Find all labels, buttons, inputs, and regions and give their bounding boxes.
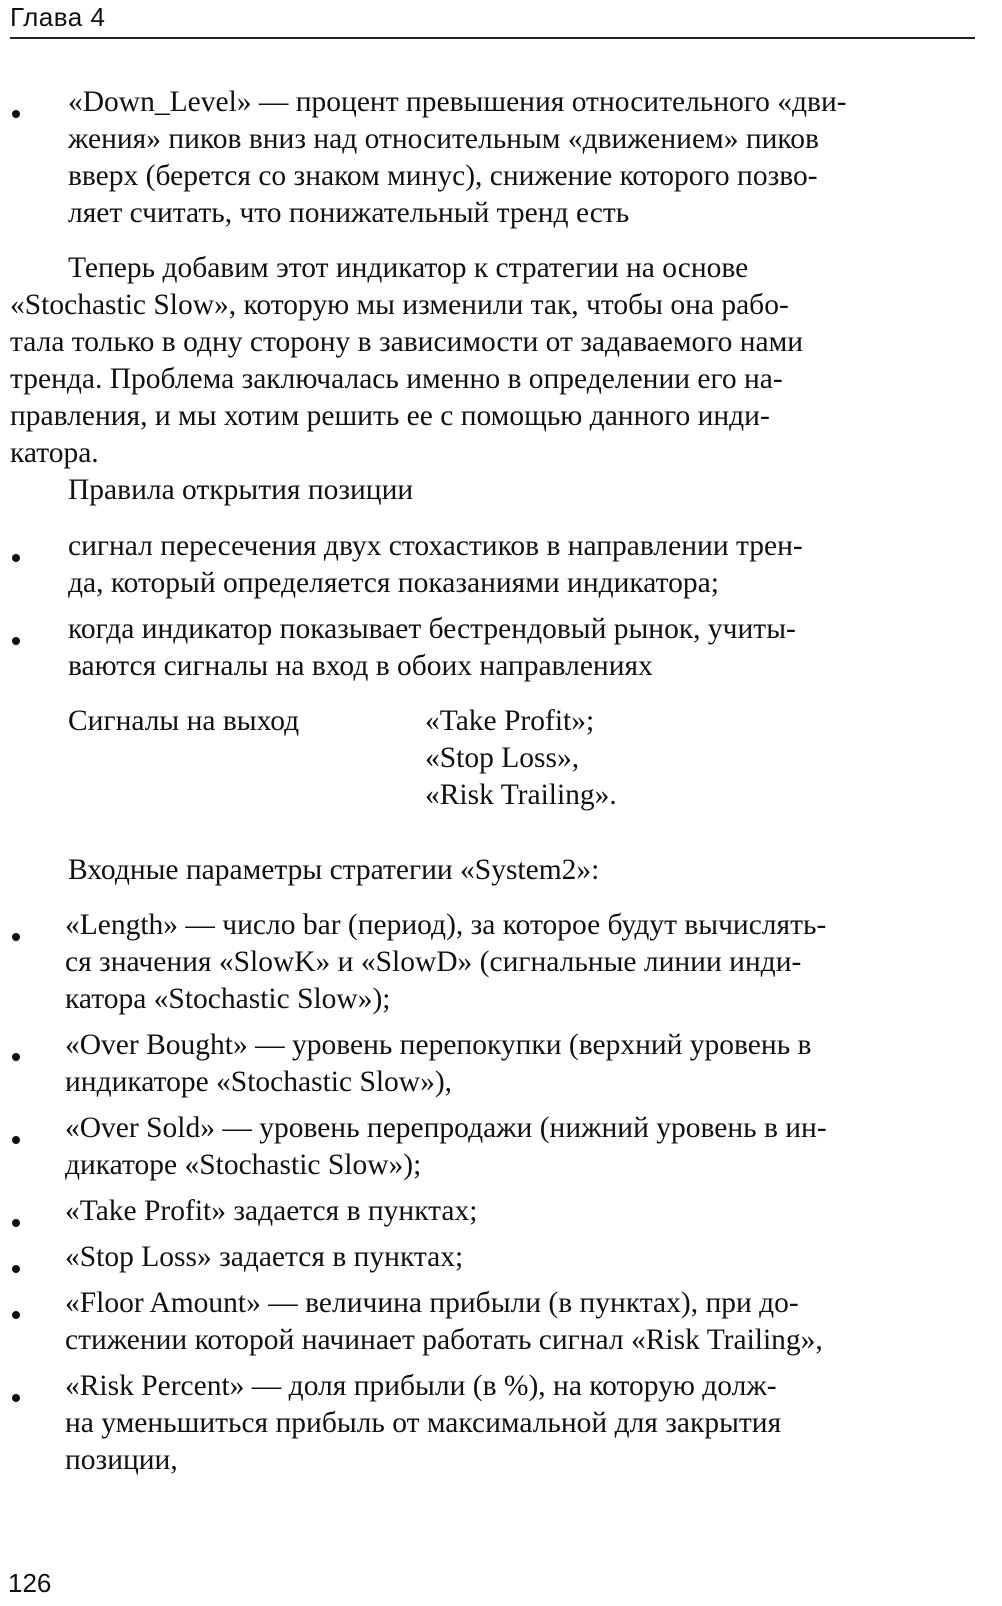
bullet-line: «Over Bought» — уровень перепокупки (верхний уровень в — [65, 1029, 812, 1061]
bullet-line: ся значения «SlowK» и «SlowD» (сигнальные линии инди- — [65, 946, 802, 978]
bullet-line: «Stop Loss» задается в пунктах; — [65, 1241, 464, 1273]
bullet-marker — [12, 1219, 20, 1227]
bullet-line: на уменьшиться прибыль от максимальной для закрытия — [65, 1407, 782, 1439]
bullet-line: сигнал пересечения двух стохастиков в направлении трен- — [68, 530, 803, 562]
bullet-line: ляет считать, что понижательный тренд есть — [68, 197, 630, 229]
paragraph-line: тала только в одну сторону в зависимости от задаваемого нами — [10, 326, 804, 358]
bullet-line: «Length» — число bar (период), за которое будут вычислять- — [65, 909, 827, 941]
paragraph-line: Теперь добавим этот индикатор к стратегии на основе — [68, 252, 749, 284]
inputs-heading: Входные параметры стратегии «System2»: — [68, 854, 600, 886]
bullet-line: «Down_Level» — процент превышения относительного «дви- — [68, 86, 847, 118]
exit-signal-item: «Stop Loss», — [425, 742, 580, 774]
header-rule — [10, 37, 975, 39]
bullet-marker — [12, 1311, 20, 1319]
bullet-line: когда индикатор показывает бестрендовый рынок, учиты- — [68, 613, 796, 645]
bullet-line: ваются сигналы на вход в обоих направлениях — [68, 650, 653, 682]
exit-signals-label: Сигналы на выход — [68, 705, 300, 737]
paragraph-line: тренда. Проблема заключалась именно в определении его на- — [10, 363, 783, 395]
running-head: Глава 4 — [10, 2, 106, 32]
bullet-line: вверх (берется со знаком минус), снижение которого позво- — [68, 160, 818, 192]
bullet-line: индикаторе «Stochastic Slow»), — [65, 1066, 453, 1098]
bullet-line: «Over Sold» — уровень перепродажи (нижний уровень в ин- — [65, 1112, 827, 1144]
bullet-line: «Take Profit» задается в пунктах; — [65, 1195, 478, 1227]
paragraph-line: катора. — [10, 437, 99, 469]
bullet-marker — [12, 1136, 20, 1144]
bullet-line: позиции, — [65, 1444, 178, 1476]
bullet-marker — [12, 1053, 20, 1061]
exit-signal-item: «Risk Trailing». — [425, 779, 617, 811]
bullet-marker — [12, 110, 20, 118]
paragraph-line: «Stochastic Slow», которую мы изменили так, чтобы она рабо- — [10, 289, 789, 321]
bullet-line: «Floor Amount» — величина прибыли (в пунктах), при до- — [65, 1287, 799, 1319]
exit-signal-item: «Take Profit»; — [425, 705, 595, 737]
bullet-marker — [12, 1265, 20, 1273]
bullet-line: жения» пиков вниз над относительным «движением» пиков — [68, 123, 819, 155]
bullet-marker — [12, 1394, 20, 1402]
paragraph-line: правления, и мы хотим решить ее с помощью данного инди- — [10, 400, 770, 432]
bullet-line: дикаторе «Stochastic Slow»); — [65, 1149, 422, 1181]
bullet-marker — [12, 637, 20, 645]
bullet-line: «Risk Percent» — доля прибыли (в %), на которую долж- — [65, 1370, 777, 1402]
page-number: 126 — [8, 1568, 52, 1598]
bullet-marker — [12, 933, 20, 941]
bullet-marker — [12, 554, 20, 562]
entry-rules-heading: Правила открытия позиции — [68, 474, 414, 506]
bullet-line: стижении которой начинает работать сигнал «Risk Trailing», — [65, 1324, 823, 1356]
bullet-line: да, который определяется показаниями индикатора; — [68, 567, 719, 599]
bullet-line: катора «Stochastic Slow»); — [65, 983, 391, 1015]
